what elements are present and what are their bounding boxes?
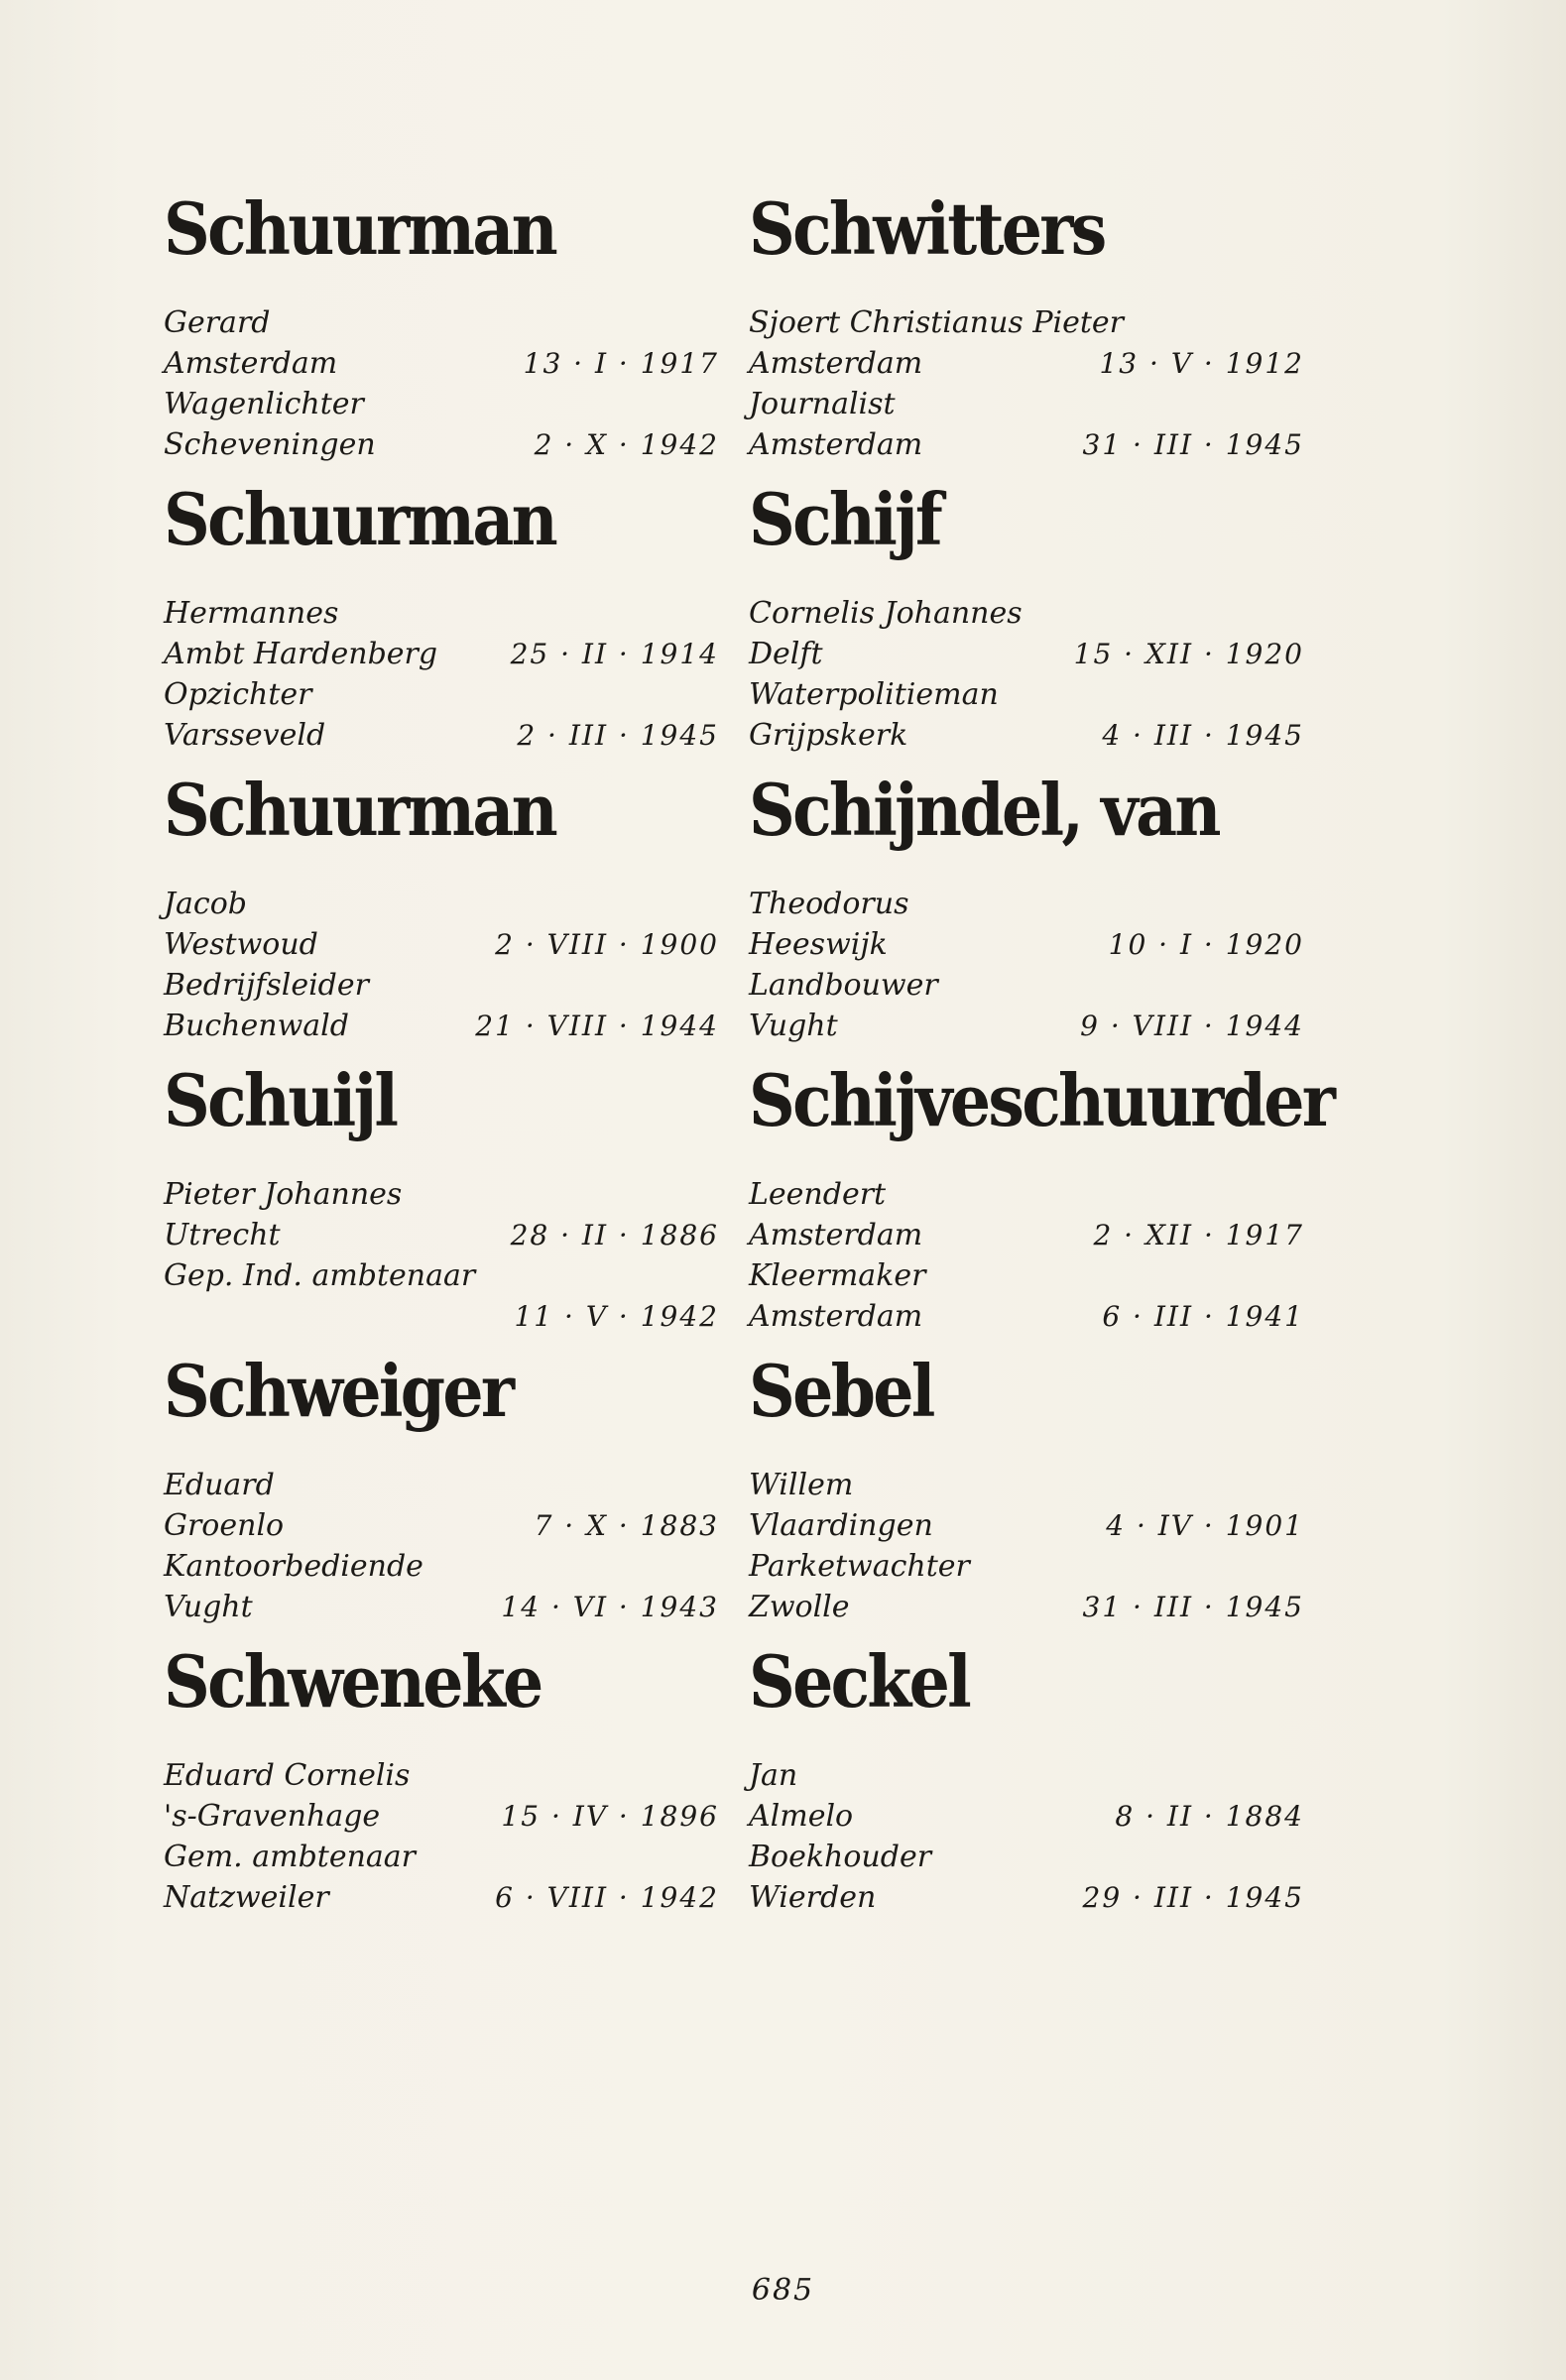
birth-place: 's-Gravenhage [164,1799,381,1834]
occupation: Kleermaker [749,1258,926,1293]
surname-heading: Schijveschuurder [749,1058,1334,1142]
birth-place: Groenlo [164,1508,285,1543]
surname-heading: Schuurman [164,477,556,561]
death-line [164,1296,719,1337]
death-line [749,1877,1304,1918]
birth-line [749,924,1304,965]
death-date: 2 · III · 1945 [517,719,719,752]
death-place: Grijpskerk [749,718,908,753]
birth-place: Westwoud [164,927,318,962]
occupation: Wagenlichter [164,387,364,421]
first-names: Sjoert Christianus Pieter [749,305,1125,340]
birth-date: 15 · XII · 1920 [1073,638,1304,670]
birth-date: 25 · II · 1914 [510,638,719,670]
birth-place: Almelo [749,1799,854,1834]
birth-line [749,1505,1304,1546]
birth-line [749,1796,1304,1837]
occupation: Bedrijfsleider [164,968,369,1003]
birth-date: 13 · V · 1912 [1099,347,1304,380]
birth-place: Delft [749,637,823,671]
birth-place: Vlaardingen [749,1508,933,1543]
first-names: Willem [749,1468,854,1502]
first-names: Leendert [749,1177,887,1212]
birth-date: 13 · I · 1917 [523,347,719,380]
birth-place: Utrecht [164,1218,281,1252]
birth-line [164,1505,719,1546]
birth-date: 15 · IV · 1896 [501,1800,719,1833]
surname-heading: Sebel [749,1349,933,1433]
death-place: Scheveningen [164,427,376,462]
death-line [164,1006,719,1046]
surname-heading: Schuurman [164,186,556,271]
entry-schijf-cornelis [749,477,1304,774]
birth-date: 4 · IV · 1901 [1106,1509,1304,1542]
entry-schweneke-eduard [164,1639,719,1937]
death-line [749,715,1304,756]
birth-line [164,1796,719,1837]
death-line [164,1587,719,1627]
occupation: Kantoorbediende [164,1549,423,1584]
death-place: Wierden [749,1880,877,1915]
entry-schuurman-gerard [164,186,719,484]
death-date: 31 · III · 1945 [1082,1591,1304,1623]
birth-date: 2 · XII · 1917 [1093,1219,1304,1251]
surname-heading: Schweiger [164,1349,513,1433]
birth-line [164,634,719,674]
death-place: Buchenwald [164,1009,349,1043]
entry-schuurman-hermannes [164,477,719,774]
death-date: 6 · III · 1941 [1102,1300,1304,1333]
birth-place: Amsterdam [749,346,923,381]
birth-line [164,924,719,965]
death-date: 6 · VIII · 1942 [495,1881,719,1914]
death-date: 4 · III · 1945 [1102,719,1304,752]
death-date: 11 · V · 1942 [514,1300,719,1333]
death-place: Varsseveld [164,718,326,753]
birth-place: Heeswijk [749,927,888,962]
first-names: Jacob [164,887,247,921]
death-line [749,1296,1304,1337]
first-names: Hermannes [164,596,339,631]
death-line [749,1006,1304,1046]
first-names: Gerard [164,305,271,340]
birth-date: 7 · X · 1883 [534,1509,719,1542]
surname-heading: Schwitters [749,186,1105,271]
surname-heading: Schuijl [164,1058,397,1142]
surname-heading: Seckel [749,1639,970,1724]
left-column [164,186,719,1937]
birth-date: 2 · VIII · 1900 [495,928,719,961]
entry-sebel-willem [749,1349,1304,1646]
death-place: Vught [164,1590,253,1624]
right-column [749,186,1334,1937]
entry-schijveschuurder-leendert [749,1058,1334,1356]
death-line [164,715,719,756]
occupation: Gem. ambtenaar [164,1840,417,1874]
birth-line [749,343,1304,384]
entry-schwitters-sjoert [749,186,1304,484]
first-names: Eduard Cornelis [164,1758,411,1793]
entry-schijndel-theodorus [749,768,1304,1065]
birth-date: 28 · II · 1886 [510,1219,719,1251]
death-place: Zwolle [749,1590,850,1624]
surname-heading: Schijndel, van [749,768,1219,852]
birth-line [749,634,1304,674]
occupation: Gep. Ind. ambtenaar [164,1258,476,1293]
surname-heading: Schweneke [164,1639,542,1724]
first-names: Jan [749,1758,798,1793]
entry-schuijl-pieter [164,1058,719,1356]
birth-date: 8 · II · 1884 [1115,1800,1304,1833]
birth-line [164,1215,719,1255]
death-date: 2 · X · 1942 [534,428,719,461]
death-date: 9 · VIII · 1944 [1080,1010,1304,1042]
death-date: 21 · VIII · 1944 [475,1010,719,1042]
entry-schweiger-eduard [164,1349,719,1646]
birth-date: 10 · I · 1920 [1108,928,1304,961]
occupation: Waterpolitieman [749,677,999,712]
death-place: Amsterdam [749,427,923,462]
death-line [164,1877,719,1918]
entry-schuurman-jacob [164,768,719,1065]
surname-heading: Schijf [749,477,941,561]
death-date: 31 · III · 1945 [1082,428,1304,461]
first-names: Theodorus [749,887,909,921]
first-names: Cornelis Johannes [749,596,1023,631]
death-date: 29 · III · 1945 [1082,1881,1304,1914]
death-line [749,1587,1304,1627]
first-names: Eduard [164,1468,275,1502]
death-place: Amsterdam [749,1299,923,1334]
death-date: 14 · VI · 1943 [501,1591,719,1623]
death-line [164,424,719,465]
birth-line [749,1215,1304,1255]
death-place: Natzweiler [164,1880,329,1915]
birth-place: Ambt Hardenberg [164,637,438,671]
birth-place: Amsterdam [749,1218,923,1252]
occupation: Landbouwer [749,968,938,1003]
death-line [749,424,1304,465]
occupation: Boekhouder [749,1840,932,1874]
entry-seckel-jan [749,1639,1304,1937]
birth-place: Amsterdam [164,346,338,381]
birth-line [164,343,719,384]
occupation: Parketwachter [749,1549,970,1584]
occupation: Journalist [749,387,896,421]
occupation: Opzichter [164,677,312,712]
first-names: Pieter Johannes [164,1177,403,1212]
surname-heading: Schuurman [164,768,556,852]
death-place: Vught [749,1009,838,1043]
page-number: 685 [751,2273,815,2308]
